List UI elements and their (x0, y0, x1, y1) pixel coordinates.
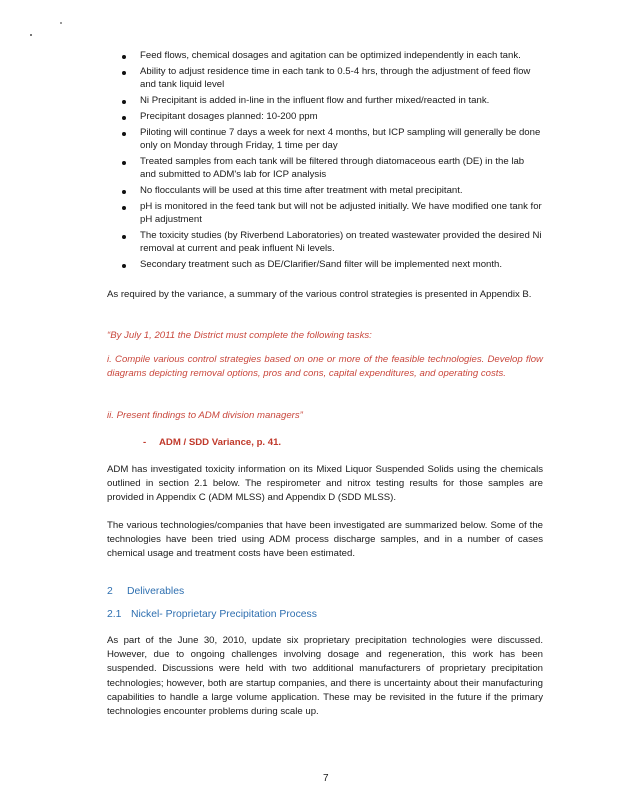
quote-intro: “By July 1, 2011 the District must complete the following tasks: (107, 330, 372, 341)
section-number: 2 (107, 586, 113, 597)
subsection-heading (107, 609, 317, 620)
page-number: 7 (323, 773, 329, 784)
bullet-item: Treated samples from each tank will be filtered through diatomaceous earth (DE) in the lab and submitted to ADM's lab for ICP analysis (122, 156, 542, 182)
quote-task-ii: ii. Present findings to ADM division managers” (107, 410, 303, 421)
technologies-paragraph: The various technologies/companies that have been investigated are summarized below. Some of the technologies have been tried using ADM process discharge samples, and in a number of cases chemical usage and treatment costs have been estimated. (107, 520, 543, 560)
quote-task-i: i. Compile various control strategies based on one or more of the feasible technologies. Develop flow diagrams depicting removal options, pros and cons, capital expenditures, and operating costs. (107, 354, 543, 380)
bullet-item: pH is monitored in the feed tank but will not be adjusted initially. We have modified one tank for pH adjustment (122, 201, 542, 227)
subsection-number: 2.1 (107, 609, 122, 620)
citation-dash: - (143, 437, 147, 448)
citation (143, 437, 281, 448)
bullet-item: Piloting will continue 7 days a week for next 4 months, but ICP sampling will generally be done only on Monday through Friday, 1 time per day (122, 127, 542, 153)
toxicity-paragraph: ADM has investigated toxicity information on its Mixed Liquor Suspended Solids using the chemicals outlined in section 2.1 below. The respirometer and nitrox testing results for those samples are provided in Appendix C (ADM MLSS) and Appendix D (SDD MLSS). (107, 464, 543, 504)
bullet-item: Ni Precipitant is added in-line in the influent flow and further mixed/reacted in tank. (122, 95, 542, 108)
bullet-list (122, 50, 542, 275)
bullet-item: Precipitant dosages planned: 10-200 ppm (122, 111, 542, 124)
subsection-title: Nickel- Proprietary Precipitation Process (131, 609, 317, 620)
precipitation-paragraph: As part of the June 30, 2010, update six proprietary precipitation technologies were discussed. However, due to ongoing challenges involving dosage and regeneration, this work has been suspended. Discussions were held with two additional manufacturers of proprietary precipitation technologies; however, both are startup companies, and there is uncertainty about their manufacturing capabilities to handle a large volume application. These may be revisited in the future if the primary technologies encounter problems during scale up. (107, 635, 543, 718)
bullet-item: Secondary treatment such as DE/Clarifier/Sand filter will be implemented next month. (122, 259, 542, 272)
variance-paragraph: As required by the variance, a summary of the various control strategies is presented in Appendix B. (107, 289, 532, 300)
bullet-item: Feed flows, chemical dosages and agitation can be optimized independently in each tank. (122, 50, 542, 63)
scan-speck (60, 22, 62, 24)
section-heading (107, 586, 184, 597)
citation-text: ADM / SDD Variance, p. 41. (159, 437, 282, 448)
bullet-item: No flocculants will be used at this time after treatment with metal precipitant. (122, 185, 542, 198)
bullet-item: Ability to adjust residence time in each tank to 0.5-4 hrs, through the adjustment of feed flow and tank liquid level (122, 66, 542, 92)
bullet-item: The toxicity studies (by Riverbend Laboratories) on treated wastewater provided the desired Ni removal at current and peak influent Ni levels. (122, 230, 542, 256)
scan-speck (30, 34, 32, 36)
section-title: Deliverables (127, 586, 185, 597)
